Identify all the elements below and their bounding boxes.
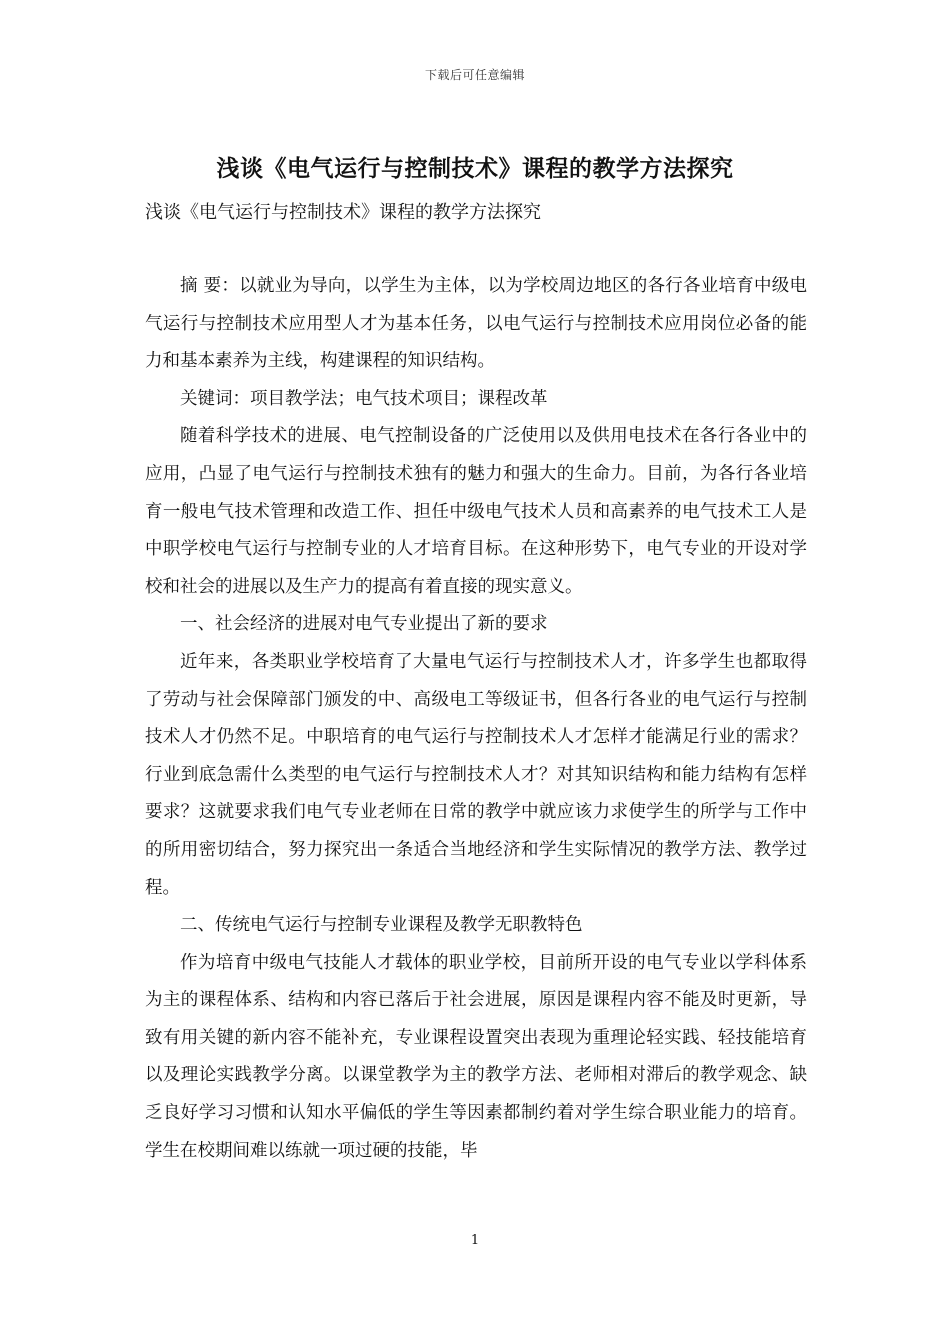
body-paragraph: 随着科学技术的进展、电气控制设备的广泛使用以及供用电技术在各行各业中的应用，凸显了电气运行与控制技术独有的魅力和强大的生命力。目前，为各行各业培育一般电气技术管理和改造工作、担任中级电气技术人员和高素养的电气技术工人是中职学校电气运行与控制专业的人才培育目标。在这种形势下，电气专业的开设对学校和社会的进展以及生产力的提高有着直接的现实意义。 [145, 426, 807, 597]
keywords-paragraph: 关键词：项目教学法；电气技术项目；课程改革 [180, 388, 548, 409]
document-body [145, 268, 807, 1170]
page-number: 1 [470, 1233, 480, 1248]
section-heading: 一、社会经济的进展对电气专业提出了新的要求 [180, 614, 548, 635]
document-title: 浅谈《电气运行与控制技术》课程的教学方法探究 [216, 155, 734, 182]
body-paragraph: 近年来，各类职业学校培育了大量电气运行与控制技术人才，许多学生也都取得了劳动与社会保障部门颁发的中、高级电工等级证书，但各行各业的电气运行与控制技术人才仍然不足。中职培育的电气运行与控制技术人才怎样才能满足行业的需求？行业到底急需什么类型的电气运行与控制技术人才？对其知识结构和能力结构有怎样要求？这就要求我们电气专业老师在日常的教学中就应该力求使学生的所学与工作中的所用密切结合，努力探究出一条适合当地经济和学生实际情况的教学方法、教学过程。 [145, 651, 807, 898]
abstract-paragraph: 摘 要：以就业为导向，以学生为主体，以为学校周边地区的各行各业培育中级电气运行与控制技术应用型人才为基本任务，以电气运行与控制技术应用岗位必备的能力和基本素养为主线，构建课程的知识结构。 [145, 276, 807, 372]
section-heading: 二、传统电气运行与控制专业课程及教学无职教特色 [180, 915, 583, 936]
header-note: 下载后可任意编辑 [424, 68, 525, 82]
document-subtitle: 浅谈《电气运行与控制技术》课程的教学方法探究 [145, 202, 541, 223]
body-paragraph: 作为培育中级电气技能人才载体的职业学校，目前所开设的电气专业以学科体系为主的课程体系、结构和内容已落后于社会进展，原因是课程内容不能及时更新，导致有用关键的新内容不能补充，专业课程设置突出表现为重理论轻实践、轻技能培育以及理论实践教学分离。以课堂教学为主的教学方法、老师相对滞后的教学观念、缺乏良好学习习惯和认知水平偏低的学生等因素都制约着对学生综合职业能力的培育。学生在校期间难以练就一项过硬的技能，毕 [145, 952, 807, 1161]
